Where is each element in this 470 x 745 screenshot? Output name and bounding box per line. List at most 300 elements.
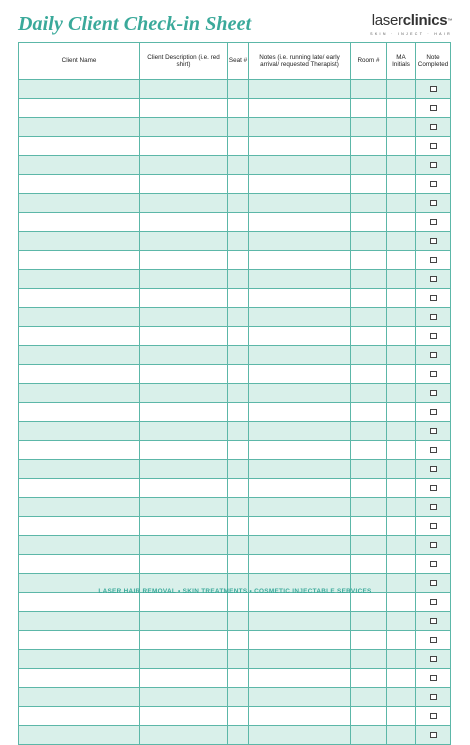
table-row: [19, 365, 451, 384]
room-cell[interactable]: [351, 460, 387, 479]
client-description-cell[interactable]: [140, 80, 228, 99]
client-description-cell[interactable]: [140, 688, 228, 707]
ma-initials-cell[interactable]: [387, 593, 416, 612]
notes-cell[interactable]: [249, 327, 351, 346]
table-row: [19, 441, 451, 460]
client-name-cell[interactable]: [19, 403, 140, 422]
seat-cell[interactable]: [228, 118, 249, 137]
note-completed-checkbox[interactable]: [430, 580, 437, 586]
room-cell[interactable]: [351, 118, 387, 137]
client-name-cell[interactable]: [19, 688, 140, 707]
note-completed-checkbox[interactable]: [430, 694, 437, 700]
seat-cell[interactable]: [228, 308, 249, 327]
ma-initials-cell[interactable]: [387, 555, 416, 574]
notes-cell[interactable]: [249, 669, 351, 688]
seat-cell[interactable]: [228, 479, 249, 498]
notes-cell[interactable]: [249, 251, 351, 270]
client-name-cell[interactable]: [19, 251, 140, 270]
client-description-cell[interactable]: [140, 650, 228, 669]
client-description-cell[interactable]: [140, 479, 228, 498]
client-description-cell[interactable]: [140, 308, 228, 327]
client-description-cell[interactable]: [140, 365, 228, 384]
client-description-cell[interactable]: [140, 346, 228, 365]
client-name-cell[interactable]: [19, 289, 140, 308]
table-row: [19, 213, 451, 232]
ma-initials-cell[interactable]: [387, 536, 416, 555]
notes-cell[interactable]: [249, 308, 351, 327]
page-header: [18, 12, 452, 42]
note-completed-checkbox[interactable]: [430, 390, 437, 396]
note-completed-checkbox[interactable]: [430, 675, 437, 681]
seat-cell[interactable]: [228, 194, 249, 213]
client-description-cell[interactable]: [140, 555, 228, 574]
ma-initials-cell[interactable]: [387, 441, 416, 460]
room-cell[interactable]: [351, 707, 387, 726]
table-row: [19, 498, 451, 517]
notes-cell[interactable]: [249, 460, 351, 479]
ma-initials-cell[interactable]: [387, 517, 416, 536]
ma-initials-cell[interactable]: [387, 251, 416, 270]
col-room: Room #: [351, 43, 387, 80]
table-row: [19, 289, 451, 308]
notes-cell[interactable]: [249, 593, 351, 612]
notes-cell[interactable]: [249, 289, 351, 308]
seat-cell[interactable]: [228, 289, 249, 308]
room-cell[interactable]: [351, 517, 387, 536]
client-description-cell[interactable]: [140, 669, 228, 688]
client-name-cell[interactable]: [19, 80, 140, 99]
client-description-cell[interactable]: [140, 289, 228, 308]
ma-initials-cell[interactable]: [387, 631, 416, 650]
ma-initials-cell[interactable]: [387, 118, 416, 137]
note-completed-cell: [416, 80, 451, 99]
table-row: [19, 536, 451, 555]
ma-initials-cell[interactable]: [387, 99, 416, 118]
notes-cell[interactable]: [249, 555, 351, 574]
room-cell[interactable]: [351, 441, 387, 460]
note-completed-checkbox[interactable]: [430, 86, 437, 92]
note-completed-cell: [416, 270, 451, 289]
client-name-cell[interactable]: [19, 593, 140, 612]
note-completed-checkbox[interactable]: [430, 447, 437, 453]
note-completed-cell: [416, 612, 451, 631]
note-completed-checkbox[interactable]: [430, 485, 437, 491]
seat-cell[interactable]: [228, 726, 249, 745]
note-completed-cell: [416, 403, 451, 422]
table-row: [19, 707, 451, 726]
ma-initials-cell[interactable]: [387, 726, 416, 745]
note-completed-cell: [416, 118, 451, 137]
notes-cell[interactable]: [249, 137, 351, 156]
table-row: [19, 232, 451, 251]
note-completed-checkbox[interactable]: [430, 504, 437, 510]
seat-cell[interactable]: [228, 137, 249, 156]
footer-services: LASER HAIR REMOVAL • SKIN TREATMENTS • COSMETIC INJECTABLE SERVICES: [98, 588, 372, 595]
ma-initials-cell[interactable]: [387, 688, 416, 707]
room-cell[interactable]: [351, 346, 387, 365]
note-completed-checkbox[interactable]: [430, 732, 437, 738]
client-description-cell[interactable]: [140, 137, 228, 156]
ma-initials-cell[interactable]: [387, 194, 416, 213]
note-completed-cell: [416, 308, 451, 327]
ma-initials-cell[interactable]: [387, 498, 416, 517]
client-name-cell[interactable]: [19, 99, 140, 118]
room-cell[interactable]: [351, 384, 387, 403]
ma-initials-cell[interactable]: [387, 327, 416, 346]
note-completed-checkbox[interactable]: [430, 428, 437, 434]
seat-cell[interactable]: [228, 669, 249, 688]
header-row: [19, 43, 451, 80]
seat-cell[interactable]: [228, 555, 249, 574]
room-cell[interactable]: [351, 555, 387, 574]
client-name-cell[interactable]: [19, 384, 140, 403]
seat-cell[interactable]: [228, 213, 249, 232]
room-cell[interactable]: [351, 593, 387, 612]
seat-cell[interactable]: [228, 327, 249, 346]
notes-cell[interactable]: [249, 156, 351, 175]
note-completed-cell: [416, 346, 451, 365]
client-description-cell[interactable]: [140, 593, 228, 612]
room-cell[interactable]: [351, 422, 387, 441]
seat-cell[interactable]: [228, 251, 249, 270]
ma-initials-cell[interactable]: [387, 479, 416, 498]
client-description-cell[interactable]: [140, 232, 228, 251]
notes-cell[interactable]: [249, 650, 351, 669]
col-seat: Seat #: [228, 43, 249, 80]
client-name-cell[interactable]: [19, 175, 140, 194]
client-description-cell[interactable]: [140, 384, 228, 403]
table-body: [19, 80, 451, 745]
client-name-cell[interactable]: [19, 479, 140, 498]
client-description-cell[interactable]: [140, 517, 228, 536]
note-completed-checkbox[interactable]: [430, 352, 437, 358]
client-name-cell[interactable]: [19, 726, 140, 745]
notes-cell[interactable]: [249, 441, 351, 460]
seat-cell[interactable]: [228, 80, 249, 99]
note-completed-checkbox[interactable]: [430, 466, 437, 472]
note-completed-cell: [416, 137, 451, 156]
table-row: [19, 175, 451, 194]
client-description-cell[interactable]: [140, 213, 228, 232]
client-description-cell[interactable]: [140, 99, 228, 118]
note-completed-checkbox[interactable]: [430, 656, 437, 662]
client-description-cell[interactable]: [140, 175, 228, 194]
notes-cell[interactable]: [249, 384, 351, 403]
note-completed-cell: [416, 251, 451, 270]
note-completed-cell: [416, 517, 451, 536]
note-completed-cell: [416, 175, 451, 194]
seat-cell[interactable]: [228, 536, 249, 555]
seat-cell[interactable]: [228, 365, 249, 384]
note-completed-checkbox[interactable]: [430, 200, 437, 206]
client-name-cell[interactable]: [19, 118, 140, 137]
notes-cell[interactable]: [249, 517, 351, 536]
seat-cell[interactable]: [228, 156, 249, 175]
client-name-cell[interactable]: [19, 327, 140, 346]
table-row: [19, 80, 451, 99]
table-row: [19, 688, 451, 707]
note-completed-cell: [416, 479, 451, 498]
room-cell[interactable]: [351, 479, 387, 498]
seat-cell[interactable]: [228, 707, 249, 726]
client-description-cell[interactable]: [140, 536, 228, 555]
table-row: [19, 650, 451, 669]
table-row: [19, 156, 451, 175]
client-description-cell[interactable]: [140, 441, 228, 460]
room-cell[interactable]: [351, 308, 387, 327]
client-name-cell[interactable]: [19, 631, 140, 650]
client-name-cell[interactable]: [19, 517, 140, 536]
notes-cell[interactable]: [249, 175, 351, 194]
note-completed-checkbox[interactable]: [430, 561, 437, 567]
note-completed-checkbox[interactable]: [430, 637, 437, 643]
note-completed-checkbox[interactable]: [430, 124, 437, 130]
ma-initials-cell[interactable]: [387, 213, 416, 232]
note-completed-checkbox[interactable]: [430, 371, 437, 377]
ma-initials-cell[interactable]: [387, 422, 416, 441]
ma-initials-cell[interactable]: [387, 232, 416, 251]
seat-cell[interactable]: [228, 270, 249, 289]
notes-cell[interactable]: [249, 99, 351, 118]
seat-cell[interactable]: [228, 612, 249, 631]
note-completed-checkbox[interactable]: [430, 314, 437, 320]
table-row: [19, 194, 451, 213]
note-completed-checkbox[interactable]: [430, 219, 437, 225]
ma-initials-cell[interactable]: [387, 384, 416, 403]
ma-initials-cell[interactable]: [387, 137, 416, 156]
room-cell[interactable]: [351, 213, 387, 232]
col-notes: Notes (i.e. running late/ early arrival/ requested Therapist): [249, 43, 351, 80]
seat-cell[interactable]: [228, 631, 249, 650]
logo-word-bold: clinics: [402, 12, 448, 29]
client-name-cell[interactable]: [19, 460, 140, 479]
notes-cell[interactable]: [249, 688, 351, 707]
ma-initials-cell[interactable]: [387, 669, 416, 688]
table-row: [19, 346, 451, 365]
note-completed-cell: [416, 422, 451, 441]
note-completed-checkbox[interactable]: [430, 713, 437, 719]
note-completed-checkbox[interactable]: [430, 618, 437, 624]
client-name-cell[interactable]: [19, 213, 140, 232]
table-row: [19, 460, 451, 479]
note-completed-checkbox[interactable]: [430, 523, 437, 529]
room-cell[interactable]: [351, 99, 387, 118]
room-cell[interactable]: [351, 498, 387, 517]
note-completed-cell: [416, 593, 451, 612]
room-cell[interactable]: [351, 270, 387, 289]
seat-cell[interactable]: [228, 175, 249, 194]
notes-cell[interactable]: [249, 213, 351, 232]
client-description-cell[interactable]: [140, 403, 228, 422]
room-cell[interactable]: [351, 688, 387, 707]
note-completed-checkbox[interactable]: [430, 333, 437, 339]
seat-cell[interactable]: [228, 422, 249, 441]
client-name-cell[interactable]: [19, 650, 140, 669]
note-completed-cell: [416, 460, 451, 479]
ma-initials-cell[interactable]: [387, 80, 416, 99]
note-completed-cell: [416, 327, 451, 346]
note-completed-checkbox[interactable]: [430, 295, 437, 301]
room-cell[interactable]: [351, 194, 387, 213]
notes-cell[interactable]: [249, 403, 351, 422]
ma-initials-cell[interactable]: [387, 650, 416, 669]
seat-cell[interactable]: [228, 346, 249, 365]
ma-initials-cell[interactable]: [387, 270, 416, 289]
ma-initials-cell[interactable]: [387, 365, 416, 384]
note-completed-checkbox[interactable]: [430, 409, 437, 415]
note-completed-cell: [416, 441, 451, 460]
note-completed-cell: [416, 631, 451, 650]
client-name-cell[interactable]: [19, 194, 140, 213]
room-cell[interactable]: [351, 365, 387, 384]
client-name-cell[interactable]: [19, 669, 140, 688]
client-name-cell[interactable]: [19, 707, 140, 726]
client-description-cell[interactable]: [140, 194, 228, 213]
client-description-cell[interactable]: [140, 327, 228, 346]
client-description-cell[interactable]: [140, 156, 228, 175]
client-name-cell[interactable]: [19, 232, 140, 251]
logo-word-light: laser: [371, 12, 403, 29]
room-cell[interactable]: [351, 175, 387, 194]
seat-cell[interactable]: [228, 688, 249, 707]
seat-cell[interactable]: [228, 441, 249, 460]
room-cell[interactable]: [351, 650, 387, 669]
note-completed-cell: [416, 669, 451, 688]
client-name-cell[interactable]: [19, 555, 140, 574]
notes-cell[interactable]: [249, 346, 351, 365]
ma-initials-cell[interactable]: [387, 289, 416, 308]
seat-cell[interactable]: [228, 99, 249, 118]
ma-initials-cell[interactable]: [387, 308, 416, 327]
client-name-cell[interactable]: [19, 308, 140, 327]
ma-initials-cell[interactable]: [387, 707, 416, 726]
note-completed-cell: [416, 156, 451, 175]
client-name-cell[interactable]: [19, 156, 140, 175]
seat-cell[interactable]: [228, 460, 249, 479]
notes-cell[interactable]: [249, 118, 351, 137]
client-description-cell[interactable]: [140, 460, 228, 479]
note-completed-checkbox[interactable]: [430, 162, 437, 168]
notes-cell[interactable]: [249, 232, 351, 251]
client-description-cell[interactable]: [140, 726, 228, 745]
notes-cell[interactable]: [249, 270, 351, 289]
notes-cell[interactable]: [249, 194, 351, 213]
col-note-completed: Note Completed: [416, 43, 451, 80]
room-cell[interactable]: [351, 289, 387, 308]
note-completed-checkbox[interactable]: [430, 181, 437, 187]
client-name-cell[interactable]: [19, 270, 140, 289]
seat-cell[interactable]: [228, 232, 249, 251]
room-cell[interactable]: [351, 327, 387, 346]
client-description-cell[interactable]: [140, 251, 228, 270]
notes-cell[interactable]: [249, 536, 351, 555]
room-cell[interactable]: [351, 156, 387, 175]
notes-cell[interactable]: [249, 365, 351, 384]
laser-clinics-logo: [364, 12, 452, 40]
note-completed-checkbox[interactable]: [430, 257, 437, 263]
note-completed-cell: [416, 726, 451, 745]
note-completed-cell: [416, 384, 451, 403]
ma-initials-cell[interactable]: [387, 156, 416, 175]
note-completed-checkbox[interactable]: [430, 143, 437, 149]
room-cell[interactable]: [351, 669, 387, 688]
table-row: [19, 631, 451, 650]
client-description-cell[interactable]: [140, 118, 228, 137]
col-client-name: Client Name: [19, 43, 140, 80]
room-cell[interactable]: [351, 726, 387, 745]
table-row: [19, 403, 451, 422]
col-ma-initials: MA Initials: [387, 43, 416, 80]
note-completed-cell: [416, 99, 451, 118]
client-description-cell[interactable]: [140, 612, 228, 631]
client-description-cell[interactable]: [140, 422, 228, 441]
ma-initials-cell[interactable]: [387, 460, 416, 479]
room-cell[interactable]: [351, 403, 387, 422]
ma-initials-cell[interactable]: [387, 175, 416, 194]
client-description-cell[interactable]: [140, 631, 228, 650]
notes-cell[interactable]: [249, 707, 351, 726]
notes-cell[interactable]: [249, 80, 351, 99]
room-cell[interactable]: [351, 536, 387, 555]
client-name-cell[interactable]: [19, 612, 140, 631]
client-name-cell[interactable]: [19, 441, 140, 460]
note-completed-cell: [416, 688, 451, 707]
notes-cell[interactable]: [249, 498, 351, 517]
notes-cell[interactable]: [249, 726, 351, 745]
client-name-cell[interactable]: [19, 346, 140, 365]
room-cell[interactable]: [351, 80, 387, 99]
seat-cell[interactable]: [228, 593, 249, 612]
table-row: [19, 555, 451, 574]
note-completed-checkbox[interactable]: [430, 276, 437, 282]
notes-cell[interactable]: [249, 479, 351, 498]
client-name-cell[interactable]: [19, 137, 140, 156]
logo-tagline: SKIN · INJECT · HAIR: [370, 32, 452, 36]
room-cell[interactable]: [351, 137, 387, 156]
note-completed-checkbox[interactable]: [430, 238, 437, 244]
ma-initials-cell[interactable]: [387, 612, 416, 631]
seat-cell[interactable]: [228, 650, 249, 669]
ma-initials-cell[interactable]: [387, 346, 416, 365]
client-description-cell[interactable]: [140, 498, 228, 517]
note-completed-cell: [416, 232, 451, 251]
client-description-cell[interactable]: [140, 270, 228, 289]
notes-cell[interactable]: [249, 422, 351, 441]
seat-cell[interactable]: [228, 384, 249, 403]
client-name-cell[interactable]: [19, 422, 140, 441]
note-completed-checkbox[interactable]: [430, 542, 437, 548]
table-row: [19, 593, 451, 612]
client-name-cell[interactable]: [19, 536, 140, 555]
room-cell[interactable]: [351, 631, 387, 650]
seat-cell[interactable]: [228, 517, 249, 536]
seat-cell[interactable]: [228, 403, 249, 422]
table-row: [19, 517, 451, 536]
client-description-cell[interactable]: [140, 707, 228, 726]
room-cell[interactable]: [351, 251, 387, 270]
room-cell[interactable]: [351, 612, 387, 631]
client-name-cell[interactable]: [19, 498, 140, 517]
notes-cell[interactable]: [249, 631, 351, 650]
seat-cell[interactable]: [228, 498, 249, 517]
room-cell[interactable]: [351, 232, 387, 251]
note-completed-checkbox[interactable]: [430, 599, 437, 605]
notes-cell[interactable]: [249, 612, 351, 631]
table-row: [19, 384, 451, 403]
ma-initials-cell[interactable]: [387, 403, 416, 422]
note-completed-checkbox[interactable]: [430, 105, 437, 111]
client-name-cell[interactable]: [19, 365, 140, 384]
